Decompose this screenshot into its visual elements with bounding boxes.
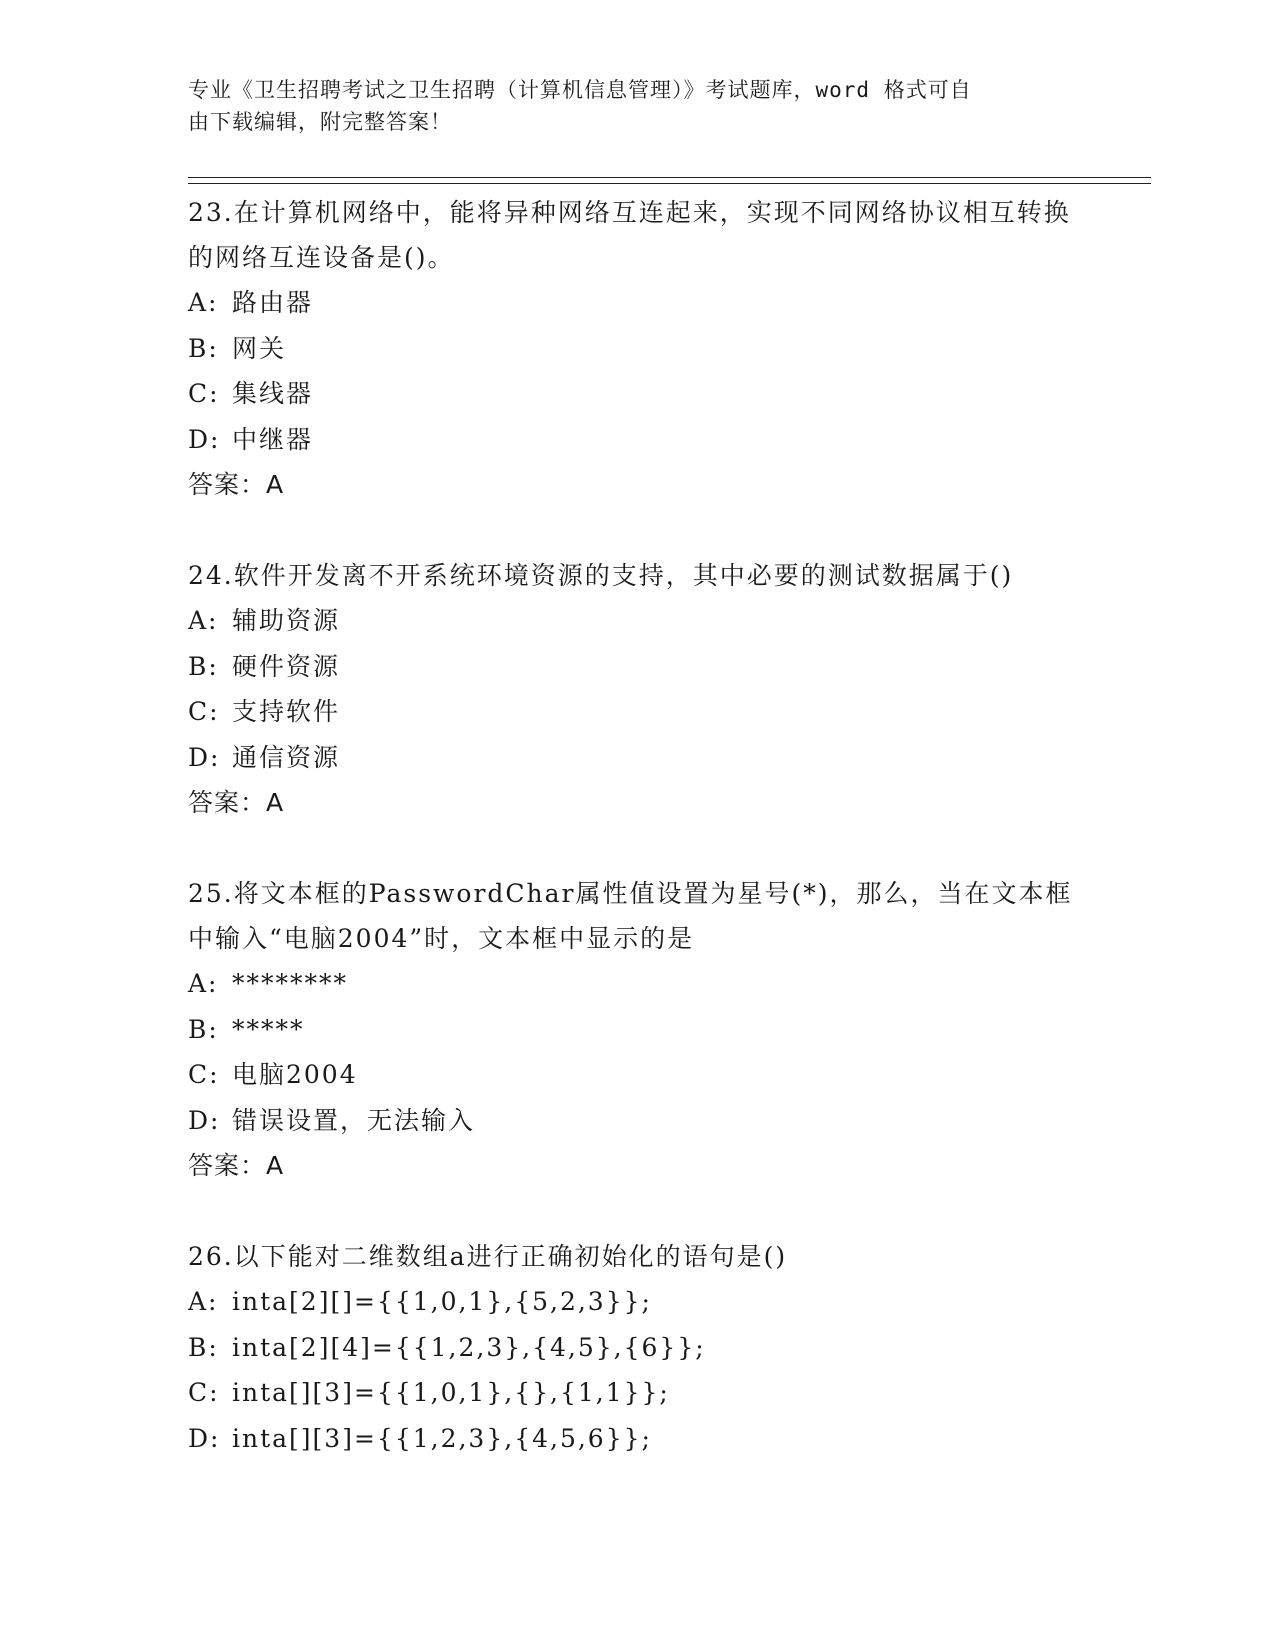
option-text: 电脑2004 [232,1060,358,1089]
option-label: D: [188,742,221,772]
question-26 [188,1234,1088,1461]
option-label: A: [188,969,219,998]
option-label: D: [188,1423,221,1453]
option-b [188,326,1088,372]
question-list [188,190,1088,1461]
option-label: B: [188,333,219,363]
option-text: 中继器 [232,424,314,454]
question-text: 23.在计算机网络中，能将异种网络互连起来，实现不同网络协议相互转换的网络互连设备是()。 [188,198,1071,272]
option-text: inta[2][4]={{1,2,3},{4,5},{6}}; [232,1332,706,1362]
option-d [188,1098,1088,1144]
option-d [188,417,1088,463]
option-d [188,1416,1088,1462]
option-text: 路由器 [232,288,314,317]
option-text: 错误设置，无法输入 [232,1105,476,1135]
option-c [188,371,1088,417]
option-a [188,598,1088,644]
option-label: B: [188,1014,219,1044]
option-c [188,1052,1088,1098]
header-line-1: 专业《卫生招聘考试之卫生招聘（计算机信息管理）》考试题库，word 格式可自 [188,78,972,102]
option-text: 网关 [232,333,287,363]
option-text: inta[2][]={{1,0,1},{5,2,3}}; [232,1287,652,1316]
header-divider-top [188,177,1151,178]
option-label: C: [188,379,220,408]
option-b [188,644,1088,690]
option-text: ******** [232,969,348,998]
option-text: 辅助资源 [232,606,341,635]
option-d [188,735,1088,781]
option-label: A: [188,1287,219,1316]
option-text: 集线器 [232,379,314,408]
answer-line: 答案：A [188,788,285,817]
option-text: 硬件资源 [232,651,341,681]
option-a [188,280,1088,326]
question-text: 25.将文本框的PasswordChar属性值设置为星号(*)，那么，当在文本框中输入“电脑2004”时，文本框中显示的是 [188,879,1073,953]
option-label: D: [188,1105,221,1135]
question-24 [188,553,1088,825]
header-divider-bottom [188,183,1151,184]
option-text: ***** [232,1014,305,1044]
option-label: C: [188,1378,220,1407]
option-label: D: [188,424,221,454]
option-c [188,1370,1088,1416]
option-text: 通信资源 [232,742,341,772]
option-b [188,1007,1088,1053]
option-text: inta[][3]={{1,0,1},{},{1,1}}; [232,1378,670,1407]
question-text: 24.软件开发离不开系统环境资源的支持，其中必要的测试数据属于() [188,561,1014,590]
option-label: B: [188,651,219,681]
option-c [188,689,1088,735]
option-text: inta[][3]={{1,2,3},{4,5,6}}; [232,1423,652,1453]
option-label: A: [188,288,219,317]
header-line-2: 由下载编辑，附完整答案！ [188,110,452,134]
question-25 [188,871,1088,1188]
option-a [188,1279,1088,1325]
option-text: 支持软件 [232,697,341,726]
option-label: C: [188,1060,220,1089]
document-header [188,74,1088,138]
option-a [188,961,1088,1007]
answer-line: 答案：A [188,1151,285,1180]
question-23 [188,190,1088,507]
answer-line: 答案：A [188,470,285,499]
option-label: A: [188,606,219,635]
option-label: B: [188,1332,219,1362]
option-b [188,1325,1088,1371]
question-text: 26.以下能对二维数组a进行正确初始化的语句是() [188,1242,788,1271]
option-label: C: [188,697,220,726]
